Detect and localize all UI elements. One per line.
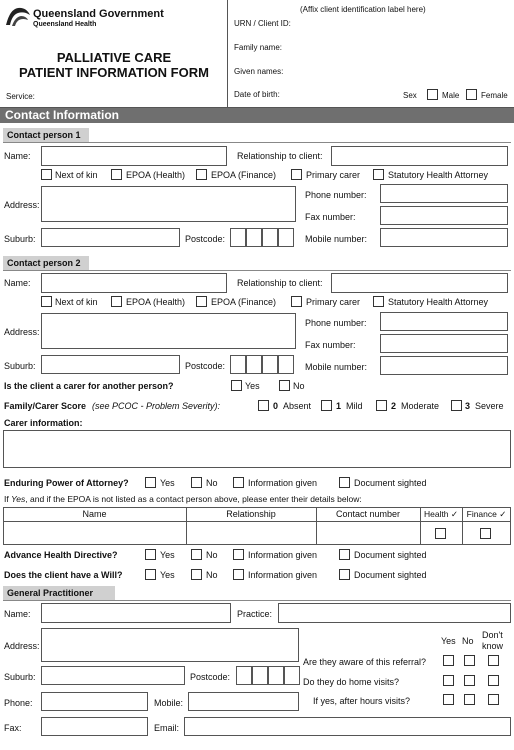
divider: [3, 600, 511, 601]
will-doc-sighted-checkbox[interactable]: [339, 569, 350, 580]
cp1-next-of-kin-checkbox[interactable]: [41, 169, 52, 180]
epoa-yes-label: Yes: [160, 478, 175, 488]
contact-person-1-heading: Contact person 1: [3, 128, 89, 142]
cp1-statutory-checkbox[interactable]: [373, 169, 384, 180]
cp2-postcode-digit[interactable]: [278, 355, 294, 374]
carer-info-label: Carer information:: [4, 418, 83, 428]
cp2-next-of-kin-label: Next of kin: [55, 297, 98, 307]
epoa-note-part: If: [4, 494, 12, 504]
cp1-postcode-digit[interactable]: [278, 228, 294, 247]
gp-practice-label: Practice:: [237, 609, 273, 619]
will-no-label: No: [206, 570, 218, 580]
cp1-epoa-finance-checkbox[interactable]: [196, 169, 207, 180]
given-names-label: Given names:: [234, 67, 284, 76]
ahd-question: Advance Health Directive?: [4, 550, 118, 560]
gp-address-input[interactable]: [41, 628, 299, 662]
ahd-no-checkbox[interactable]: [191, 549, 202, 560]
form-title-line2: PATIENT INFORMATION FORM: [19, 65, 209, 80]
service-label: Service:: [6, 92, 35, 101]
cp1-fax-input[interactable]: [380, 206, 508, 225]
cp2-fax-input[interactable]: [380, 334, 508, 353]
cp1-phone-input[interactable]: [380, 184, 508, 203]
carer-info-input[interactable]: [3, 430, 511, 468]
cp2-name-input[interactable]: [41, 273, 227, 293]
epoa-doc-sighted-checkbox[interactable]: [339, 477, 350, 488]
score-moderate-label: Moderate: [401, 401, 440, 411]
cp2-postcode-digit[interactable]: [230, 355, 246, 374]
gp-fax-label: Fax:: [4, 723, 22, 733]
gp-q2-no-checkbox[interactable]: [464, 675, 475, 686]
sex-male-label: Male: [442, 91, 460, 100]
epoa-note: [4, 494, 362, 505]
queensland-logo-icon: [4, 5, 32, 29]
cp2-epoa-health-label: EPOA (Health): [126, 297, 186, 307]
epoa-info-given-checkbox[interactable]: [233, 477, 244, 488]
divider: [3, 270, 511, 271]
gp-phone-input[interactable]: [41, 692, 148, 711]
ahd-yes-label: Yes: [160, 550, 175, 560]
carer-score-label: Family/Carer Score: [4, 401, 87, 411]
score-moderate-checkbox[interactable]: [376, 400, 387, 411]
gp-q2-dk-checkbox[interactable]: [488, 675, 499, 686]
cp2-statutory-label: Statutory Health Attorney: [388, 297, 489, 307]
cp2-fax-label: Fax number:: [305, 340, 356, 350]
gp-email-input[interactable]: [184, 717, 511, 736]
will-doc-sighted-label: Document sighted: [354, 570, 427, 580]
score-moderate-num: 2: [391, 401, 397, 411]
cp1-mobile-input[interactable]: [380, 228, 508, 247]
score-absent-label: Absent: [283, 401, 312, 411]
cp2-next-of-kin-checkbox[interactable]: [41, 296, 52, 307]
cp2-mobile-input[interactable]: [380, 356, 508, 375]
score-severe-label: Severe: [475, 401, 504, 411]
carer-question: Is the client a carer for another person?: [4, 381, 174, 391]
ahd-doc-sighted-checkbox[interactable]: [339, 549, 350, 560]
contact-information-bar: Contact Information: [0, 108, 514, 123]
gp-heading: General Practitioner: [3, 586, 115, 600]
cp2-epoa-finance-checkbox[interactable]: [196, 296, 207, 307]
cp1-epoa-health-checkbox[interactable]: [111, 169, 122, 180]
gp-q3-dk-checkbox[interactable]: [488, 694, 499, 705]
cp2-suburb-input[interactable]: [41, 355, 180, 374]
col-name: Name: [82, 509, 107, 519]
gp-fax-input[interactable]: [41, 717, 148, 736]
cp1-postcode-digit[interactable]: [246, 228, 262, 247]
gp-postcode-digit[interactable]: [236, 666, 252, 685]
gp-postcode-digit[interactable]: [284, 666, 300, 685]
carer-score-note: (see PCOC - Problem Severity):: [92, 401, 221, 411]
health-name: Queensland Health: [33, 21, 97, 28]
cp1-next-of-kin-label: Next of kin: [55, 170, 98, 180]
score-severe-num: 3: [465, 401, 471, 411]
col-relationship: Relationship: [226, 509, 276, 519]
cp1-primary-carer-label: Primary carer: [306, 170, 361, 180]
cp1-postcode-label: Postcode:: [185, 234, 226, 244]
will-info-given-label: Information given: [248, 570, 318, 580]
contact-person-2-heading: Contact person 2: [3, 256, 89, 270]
carer-no-checkbox[interactable]: [279, 380, 290, 391]
gp-q2-label: Do they do home visits?: [303, 677, 400, 687]
form-title-line1: PALLIATIVE CARE: [56, 50, 172, 65]
epoa-relationship-cell[interactable]: [187, 522, 316, 544]
epoa-yes-checkbox[interactable]: [145, 477, 156, 488]
dob-label: Date of birth:: [234, 90, 280, 99]
gp-postcode-digit[interactable]: [268, 666, 284, 685]
cp1-postcode-digit[interactable]: [230, 228, 246, 247]
cp1-epoa-finance-label: EPOA (Finance): [211, 170, 277, 180]
epoa-name-cell[interactable]: [4, 522, 186, 544]
carer-yes-label: Yes: [245, 381, 260, 391]
sex-male-checkbox[interactable]: [427, 89, 438, 100]
will-yes-checkbox[interactable]: [145, 569, 156, 580]
cp2-postcode-digit[interactable]: [262, 355, 278, 374]
score-mild-num: 1: [336, 401, 342, 411]
cp2-primary-carer-checkbox[interactable]: [291, 296, 302, 307]
cp1-primary-carer-checkbox[interactable]: [291, 169, 302, 180]
epoa-doc-sighted-label: Document sighted: [354, 478, 427, 488]
gp-mobile-label: Mobile:: [154, 698, 184, 708]
epoa-note-rest: , and if the EPOA is not listed as a contact person above, please enter their details below:: [25, 494, 362, 504]
gp-q1-dk-checkbox[interactable]: [488, 655, 499, 666]
cp1-suburb-input[interactable]: [41, 228, 180, 247]
ahd-doc-sighted-label: Document sighted: [354, 550, 427, 560]
gp-email-label: Email:: [154, 723, 180, 733]
score-mild-checkbox[interactable]: [321, 400, 332, 411]
gp-q1-no-checkbox[interactable]: [464, 655, 475, 666]
cp2-primary-carer-label: Primary carer: [306, 297, 361, 307]
cp1-mobile-label: Mobile number:: [305, 234, 368, 244]
sex-label: Sex: [403, 91, 417, 100]
cp1-relationship-label: Relationship to client:: [237, 151, 323, 161]
cp1-postcode-digit[interactable]: [262, 228, 278, 247]
cp2-mobile-label: Mobile number:: [305, 362, 368, 372]
cp2-phone-label: Phone number:: [305, 318, 367, 328]
cp2-phone-input[interactable]: [380, 312, 508, 331]
government-name: Queensland Government: [33, 8, 164, 20]
col-finance: Finance ✓: [466, 509, 507, 519]
cp2-name-label: Name:: [4, 278, 31, 288]
gp-q3-label: If yes, after hours visits?: [313, 696, 411, 706]
cp1-name-label: Name:: [4, 151, 31, 161]
epoa-note-yes: Yes: [11, 494, 26, 504]
cp2-epoa-finance-label: EPOA (Finance): [211, 297, 277, 307]
epoa-finance-checkbox[interactable]: [480, 528, 491, 539]
cp1-epoa-health-label: EPOA (Health): [126, 170, 186, 180]
will-info-given-checkbox[interactable]: [233, 569, 244, 580]
score-mild-label: Mild: [346, 401, 363, 411]
gp-suburb-label: Suburb:: [4, 672, 36, 682]
sex-female-label: Female: [481, 91, 508, 100]
cp2-relationship-label: Relationship to client:: [237, 278, 323, 288]
cp1-relationship-input[interactable]: [331, 146, 508, 166]
cp1-fax-label: Fax number:: [305, 212, 356, 222]
cp2-postcode-label: Postcode:: [185, 361, 226, 371]
cp2-statutory-checkbox[interactable]: [373, 296, 384, 307]
cp1-address-input[interactable]: [41, 186, 296, 222]
carer-yes-checkbox[interactable]: [231, 380, 242, 391]
gp-postcode-label: Postcode:: [190, 672, 231, 682]
cp1-name-input[interactable]: [41, 146, 227, 166]
gp-col-yes: Yes: [441, 636, 456, 646]
epoa-no-checkbox[interactable]: [191, 477, 202, 488]
epoa-no-label: No: [206, 478, 218, 488]
epoa-info-given-label: Information given: [248, 478, 318, 488]
gp-name-input[interactable]: [41, 603, 231, 623]
urn-label: URN / Client ID:: [234, 19, 291, 28]
cp1-suburb-label: Suburb:: [4, 234, 36, 244]
will-yes-label: Yes: [160, 570, 175, 580]
col-contact-number: Contact number: [335, 509, 401, 519]
divider: [3, 142, 511, 143]
sex-female-checkbox[interactable]: [466, 89, 477, 100]
score-severe-checkbox[interactable]: [451, 400, 462, 411]
gp-col-dk2: know: [482, 641, 504, 651]
gp-q3-no-checkbox[interactable]: [464, 694, 475, 705]
gp-q1-yes-checkbox[interactable]: [443, 655, 454, 666]
family-name-label: Family name:: [234, 43, 283, 52]
epoa-health-checkbox[interactable]: [435, 528, 446, 539]
gp-suburb-input[interactable]: [41, 666, 185, 685]
gp-mobile-input[interactable]: [188, 692, 299, 711]
cp1-phone-label: Phone number:: [305, 190, 367, 200]
ahd-info-given-checkbox[interactable]: [233, 549, 244, 560]
gp-q2-yes-checkbox[interactable]: [443, 675, 454, 686]
col-health: Health ✓: [423, 509, 459, 519]
gp-phone-label: Phone:: [4, 698, 33, 708]
epoa-contact-cell[interactable]: [317, 522, 420, 544]
cp2-address-label: Address:: [4, 327, 40, 337]
ahd-info-given-label: Information given: [248, 550, 318, 560]
cp2-address-input[interactable]: [41, 313, 296, 349]
will-no-checkbox[interactable]: [191, 569, 202, 580]
cp2-suburb-label: Suburb:: [4, 361, 36, 371]
gp-col-dk1: Don't: [482, 630, 503, 640]
ahd-yes-checkbox[interactable]: [145, 549, 156, 560]
score-absent-num: 0: [273, 401, 279, 411]
gp-postcode-digit[interactable]: [252, 666, 268, 685]
score-absent-checkbox[interactable]: [258, 400, 269, 411]
cp2-postcode-digit[interactable]: [246, 355, 262, 374]
gp-q1-label: Are they aware of this referral?: [303, 657, 427, 667]
cp2-epoa-health-checkbox[interactable]: [111, 296, 122, 307]
epoa-question: Enduring Power of Attorney?: [4, 478, 129, 488]
cp1-address-label: Address:: [4, 200, 40, 210]
gp-practice-input[interactable]: [278, 603, 511, 623]
gp-name-label: Name:: [4, 609, 31, 619]
cp2-relationship-input[interactable]: [331, 273, 508, 293]
gp-col-no: No: [462, 636, 474, 646]
gp-address-label: Address:: [4, 641, 40, 651]
will-question: Does the client have a Will?: [4, 570, 123, 580]
ahd-no-label: No: [206, 550, 218, 560]
gp-q3-yes-checkbox[interactable]: [443, 694, 454, 705]
affix-label-note: (Affix client identification label here): [300, 5, 426, 14]
cp1-statutory-label: Statutory Health Attorney: [388, 170, 489, 180]
carer-no-label: No: [293, 381, 305, 391]
